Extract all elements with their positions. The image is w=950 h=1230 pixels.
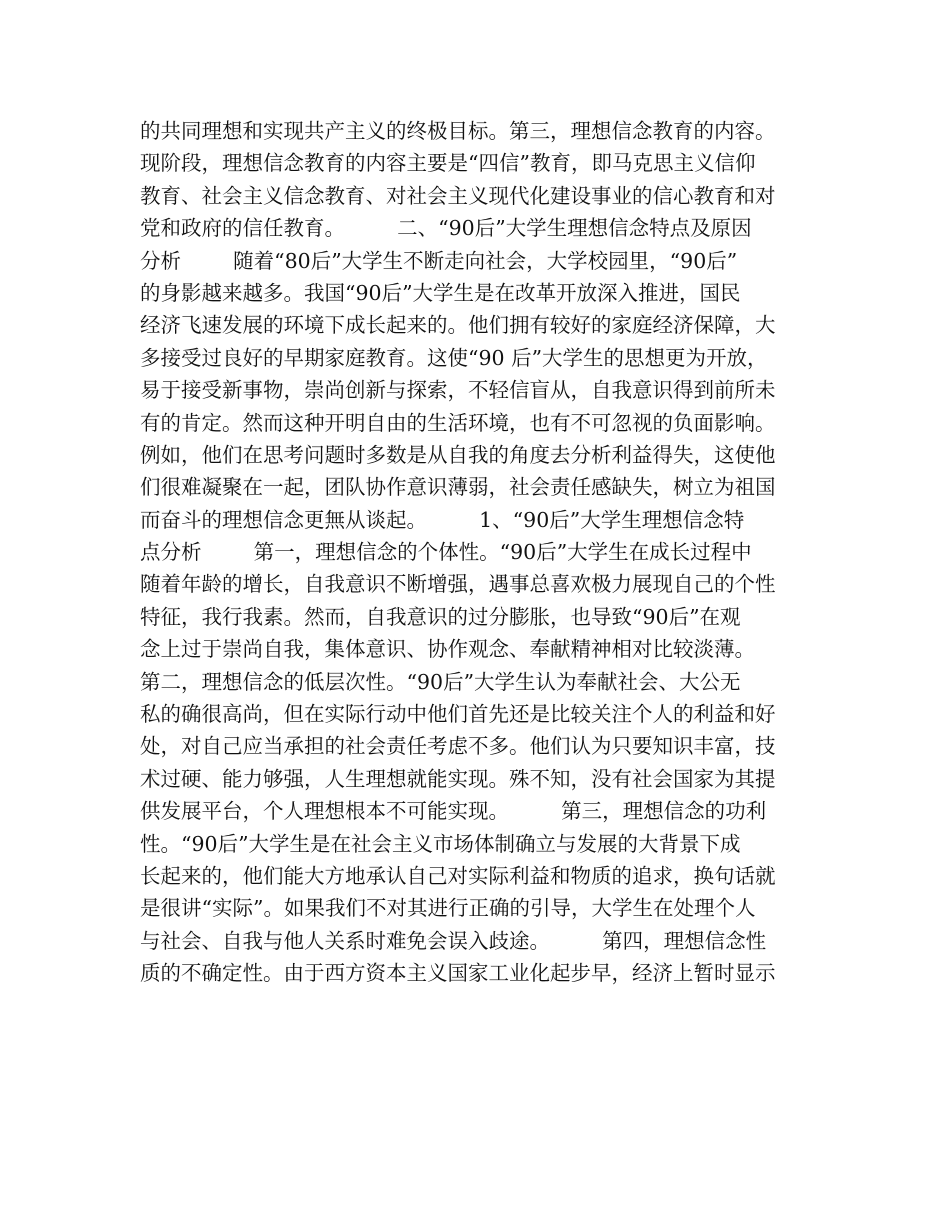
text-line: 的共同理想和实现共产主义的终极目标。第三，理想信念教育的内容。 [140,119,776,143]
text-line: 处，对自己应当承担的社会责任考虑不多。他们认为只要知识丰富，技 [140,734,776,759]
text-line: 性。“90后”大学生是在社会主义市场体制确立与发展的大背景下成 [140,831,741,856]
text-line: 质的不确定性。由于西方资本主义国家工业化起步早，经济上暂时显示 [140,961,776,986]
text-line: 教育、社会主义信念教育、对社会主义现代化建设事业的信心教育和对 [140,183,776,208]
text-line: 私的确很高尚，但在实际行动中他们首先还是比较关注个人的利益和好 [140,702,776,727]
text-line: 点分析 第一，理想信念的个体性。“90后”大学生在成长过程中 [140,540,752,565]
text-line: 们很难凝聚在一起，团队协作意识薄弱，社会责任感缺失，树立为祖国 [140,475,776,500]
text-line: 经济飞速发展的环境下成长起来的。他们拥有较好的家庭经济保障，大 [140,313,776,338]
text-line: 随着年龄的增长，自我意识不断增强，遇事总喜欢极力展现自己的个性 [140,572,776,597]
text-line: 分析 随着“80后”大学生不断走向社会，大学校园里，“90后” [140,248,738,273]
text-line: 特征，我行我素。然而，自我意识的过分膨胀，也导致“90后”在观 [140,604,741,629]
text-line: 供发展平台，个人理想根本不可能实现。 第三，理想信念的功利 [140,799,767,824]
text-line: 党和政府的信任教育。 二、“90后”大学生理想信念特点及原因 [140,216,752,241]
text-line: 的身影越来越多。我国“90后”大学生是在改革开放深入推进，国民 [140,280,741,305]
body-text [140,115,820,990]
text-line: 念上过于崇尚自我，集体意识、协作观念、奉献精神相对比较淡薄。 [140,637,755,662]
text-line: 第二，理想信念的低层次性。“90后”大学生认为奉献社会、大公无 [140,669,741,694]
text-line: 多接受过良好的早期家庭教育。这使“90 后”大学生的思想更为开放， [140,345,768,370]
text-line: 有的肯定。然而这种开明自由的生活环境，也有不可忽视的负面影响。 [140,410,776,435]
text-line: 现阶段，理想信念教育的内容主要是“四信”教育，即马克思主义信仰 [140,151,756,176]
text-line: 与社会、自我与他人关系时难免会误入歧途。 第四，理想信念性 [140,928,767,953]
text-line: 例如，他们在思考问题时多数是从自我的角度去分析利益得失，这使他 [140,442,776,467]
text-line: 易于接受新事物，崇尚创新与探索，不轻信盲从，自我意识得到前所未 [140,378,776,403]
text-line: 而奋斗的理想信念更無从谈起。 1、“90后”大学生理想信念特 [140,507,745,532]
text-line: 术过硬、能力够强，人生理想就能实现。殊不知，没有社会国家为其提 [140,766,776,791]
text-line: 长起来的，他们能大方地承认自己对实际利益和物质的追求，换句话就 [140,863,776,888]
text-line: 是很讲“实际”。如果我们不对其进行正确的引导，大学生在处理个人 [140,896,756,921]
